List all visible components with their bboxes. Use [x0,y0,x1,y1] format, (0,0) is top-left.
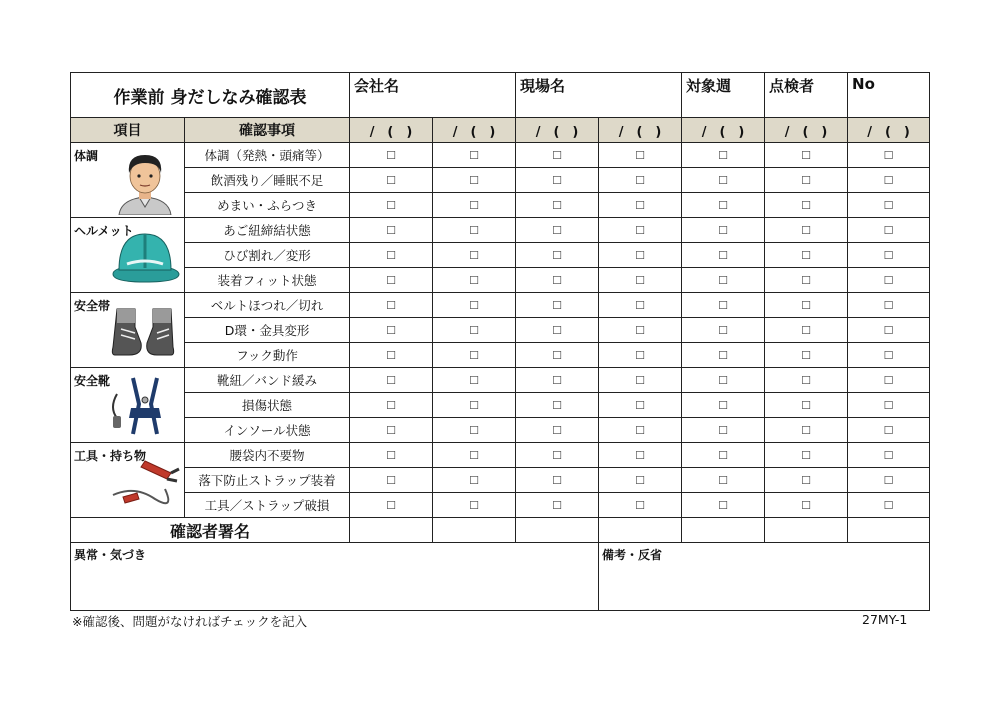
checkbox[interactable]: ☐ [682,493,765,518]
checkbox[interactable]: ☐ [765,468,848,493]
checkbox[interactable]: ☐ [599,218,682,243]
category-name: ヘルメット [74,224,134,238]
checkbox[interactable]: ☐ [682,468,765,493]
checkbox[interactable]: ☐ [599,343,682,368]
date-header[interactable]: / ( ) [765,118,848,143]
category-name: 工具・持ち物 [74,449,147,463]
signature-label: 確認者署名 [71,518,350,543]
checkbox[interactable]: ☐ [682,218,765,243]
checkbox[interactable]: ☐ [599,318,682,343]
checkbox[interactable]: ☐ [765,393,848,418]
category-cell [71,368,185,443]
checkbox[interactable]: ☐ [350,268,433,293]
remarks-field[interactable] [599,543,930,611]
remarks-label: 備考・反省 [602,548,663,562]
checklist-row [71,393,930,418]
checkbox[interactable]: ☐ [433,343,516,368]
checkbox[interactable]: ☐ [433,143,516,168]
checkbox[interactable]: ☐ [765,443,848,468]
check-item-label: 損傷状態 [185,393,350,418]
signature-cell[interactable] [516,518,599,543]
checkbox[interactable]: ☐ [350,293,433,318]
inspector-field[interactable]: 点検者 [765,73,848,118]
checkbox[interactable]: ☐ [350,368,433,393]
checkbox[interactable]: ☐ [350,218,433,243]
checkbox[interactable]: ☐ [350,193,433,218]
checkbox[interactable]: ☐ [516,468,599,493]
checkbox[interactable]: ☐ [433,193,516,218]
category-cell [71,143,185,218]
checklist-sheet [70,72,929,611]
checkbox[interactable]: ☐ [599,268,682,293]
checkbox[interactable]: ☐ [433,418,516,443]
check-item-label: 体調（発熱・頭痛等） [185,143,350,168]
checkbox[interactable]: ☐ [599,143,682,168]
checklist-row [71,243,930,268]
harness-icon [105,374,185,440]
checkbox[interactable]: ☐ [516,193,599,218]
category-name: 安全靴 [74,374,111,388]
checklist-row [71,218,930,243]
checkbox[interactable]: ☐ [516,393,599,418]
checklist-table [70,72,930,611]
signature-cell[interactable] [848,518,930,543]
checkbox[interactable]: ☐ [433,218,516,243]
worker-face-icon [105,149,185,215]
checkbox[interactable]: ☐ [682,268,765,293]
helmet-icon [105,224,185,290]
company-field[interactable]: 会社名 [350,73,516,118]
checkbox[interactable]: ☐ [682,243,765,268]
checklist-row [71,318,930,343]
checkbox[interactable]: ☐ [516,218,599,243]
checklist-row [71,193,930,218]
checkbox[interactable]: ☐ [765,343,848,368]
signature-cell[interactable] [433,518,516,543]
checkbox[interactable]: ☐ [350,243,433,268]
checkbox[interactable]: ☐ [765,293,848,318]
category-cell [71,443,185,518]
checkbox[interactable]: ☐ [765,168,848,193]
checklist-row [71,168,930,193]
checkbox[interactable]: ☐ [350,493,433,518]
checkbox[interactable]: ☐ [516,243,599,268]
checklist-row [71,343,930,368]
category-name: 安全帯 [74,299,111,313]
checkbox[interactable]: ☐ [433,293,516,318]
checklist-row [71,493,930,518]
checkbox[interactable]: ☐ [848,368,930,393]
checkbox[interactable]: ☐ [599,293,682,318]
signature-cell[interactable] [682,518,765,543]
number-field[interactable]: No [848,73,930,118]
checkbox[interactable]: ☐ [516,418,599,443]
checkbox[interactable]: ☐ [682,368,765,393]
checkbox[interactable]: ☐ [765,218,848,243]
checkbox[interactable]: ☐ [599,243,682,268]
checkbox[interactable]: ☐ [516,318,599,343]
abnormal-notes-field[interactable] [71,543,599,611]
checkbox[interactable]: ☐ [599,493,682,518]
checkbox[interactable]: ☐ [848,168,930,193]
checkbox[interactable]: ☐ [765,268,848,293]
check-item-label: 腰袋内不要物 [185,443,350,468]
signature-cell[interactable] [350,518,433,543]
checkbox[interactable]: ☐ [350,168,433,193]
checkbox[interactable]: ☐ [599,418,682,443]
checkbox[interactable]: ☐ [682,293,765,318]
checkbox[interactable]: ☐ [599,368,682,393]
checkbox[interactable]: ☐ [765,318,848,343]
checklist-row [71,143,930,168]
checkbox[interactable]: ☐ [433,243,516,268]
date-header[interactable]: / ( ) [599,118,682,143]
checkbox[interactable]: ☐ [848,293,930,318]
week-field[interactable]: 対象週 [682,73,765,118]
checkbox[interactable]: ☐ [516,443,599,468]
checkbox[interactable]: ☐ [848,318,930,343]
safety-shoes-icon [105,299,185,365]
check-item-label: 落下防止ストラップ装着 [185,468,350,493]
footnote: ※確認後、問題がなければチェックを記入 [72,614,308,629]
checkbox[interactable]: ☐ [599,193,682,218]
checklist-row [71,268,930,293]
checkbox[interactable]: ☐ [682,143,765,168]
tool-strap-icon [105,449,185,515]
checkbox[interactable]: ☐ [765,193,848,218]
category-cell [71,218,185,293]
document-code: 27MY-1 [862,612,908,627]
checkbox[interactable]: ☐ [433,468,516,493]
check-item-label: あご紐締結状態 [185,218,350,243]
checkbox[interactable]: ☐ [516,343,599,368]
check-item-label: 装着フィット状態 [185,268,350,293]
checkbox[interactable]: ☐ [516,143,599,168]
checkbox[interactable]: ☐ [350,343,433,368]
checkbox[interactable]: ☐ [350,468,433,493]
checkbox[interactable]: ☐ [350,143,433,168]
signature-row [71,518,930,543]
checkbox[interactable]: ☐ [848,143,930,168]
check-item-label: D環・金具変形 [185,318,350,343]
checkbox[interactable]: ☐ [848,193,930,218]
checkbox[interactable]: ☐ [848,243,930,268]
checkbox[interactable]: ☐ [765,418,848,443]
check-item-label: めまい・ふらつき [185,193,350,218]
check-column-header: 確認事項 [185,118,350,143]
checkbox[interactable]: ☐ [765,243,848,268]
check-item-label: 靴紐／バンド緩み [185,368,350,393]
checkbox[interactable]: ☐ [848,493,930,518]
checkbox[interactable]: ☐ [848,468,930,493]
signature-cell[interactable] [599,518,682,543]
checkbox[interactable]: ☐ [433,443,516,468]
checkbox[interactable]: ☐ [765,143,848,168]
check-item-label: 飲酒残り／睡眠不足 [185,168,350,193]
checkbox[interactable]: ☐ [350,393,433,418]
date-header[interactable]: / ( ) [433,118,516,143]
checkbox[interactable]: ☐ [682,168,765,193]
checkbox[interactable]: ☐ [599,393,682,418]
date-header[interactable]: / ( ) [682,118,765,143]
checkbox[interactable]: ☐ [848,393,930,418]
sheet-title: 作業前 身だしなみ確認表 [71,73,350,118]
checkbox[interactable]: ☐ [848,218,930,243]
checklist-row [71,368,930,393]
checkbox[interactable]: ☐ [848,443,930,468]
signature-cell[interactable] [765,518,848,543]
checkbox[interactable]: ☐ [516,368,599,393]
checkbox[interactable]: ☐ [350,443,433,468]
item-column-header: 項目 [71,118,185,143]
abnormal-notes-label: 異常・気づき [74,548,147,562]
checkbox[interactable]: ☐ [516,293,599,318]
checkbox[interactable]: ☐ [516,168,599,193]
date-header[interactable]: / ( ) [516,118,599,143]
checkbox[interactable]: ☐ [516,268,599,293]
checkbox[interactable]: ☐ [848,268,930,293]
checkbox[interactable]: ☐ [350,418,433,443]
check-item-label: 工具／ストラップ破損 [185,493,350,518]
date-header[interactable]: / ( ) [848,118,930,143]
checkbox[interactable]: ☐ [682,418,765,443]
site-field[interactable]: 現場名 [516,73,682,118]
checkbox[interactable]: ☐ [682,193,765,218]
category-name: 体調 [74,149,99,163]
checklist-row [71,418,930,443]
checklist-row [71,468,930,493]
checkbox[interactable]: ☐ [682,393,765,418]
checkbox[interactable]: ☐ [599,443,682,468]
checkbox[interactable]: ☐ [433,393,516,418]
checkbox[interactable]: ☐ [765,368,848,393]
notes-row [71,543,930,611]
checkbox[interactable]: ☐ [682,343,765,368]
checkbox[interactable]: ☐ [350,318,433,343]
date-header[interactable]: / ( ) [350,118,433,143]
header-row [71,73,930,118]
category-cell [71,293,185,368]
checkbox[interactable]: ☐ [848,343,930,368]
column-header-row [71,118,930,143]
checkbox[interactable]: ☐ [682,443,765,468]
checkbox[interactable]: ☐ [682,318,765,343]
check-item-label: インソール状態 [185,418,350,443]
checkbox[interactable]: ☐ [433,168,516,193]
checkbox[interactable]: ☐ [516,493,599,518]
checkbox[interactable]: ☐ [433,318,516,343]
checkbox[interactable]: ☐ [433,268,516,293]
checkbox[interactable]: ☐ [765,493,848,518]
checkbox[interactable]: ☐ [848,418,930,443]
checkbox[interactable]: ☐ [433,493,516,518]
check-item-label: ベルトほつれ／切れ [185,293,350,318]
checkbox[interactable]: ☐ [599,168,682,193]
checkbox[interactable]: ☐ [599,468,682,493]
checklist-row [71,293,930,318]
check-item-label: フック動作 [185,343,350,368]
check-item-label: ひび割れ／変形 [185,243,350,268]
checklist-row [71,443,930,468]
checkbox[interactable]: ☐ [433,368,516,393]
